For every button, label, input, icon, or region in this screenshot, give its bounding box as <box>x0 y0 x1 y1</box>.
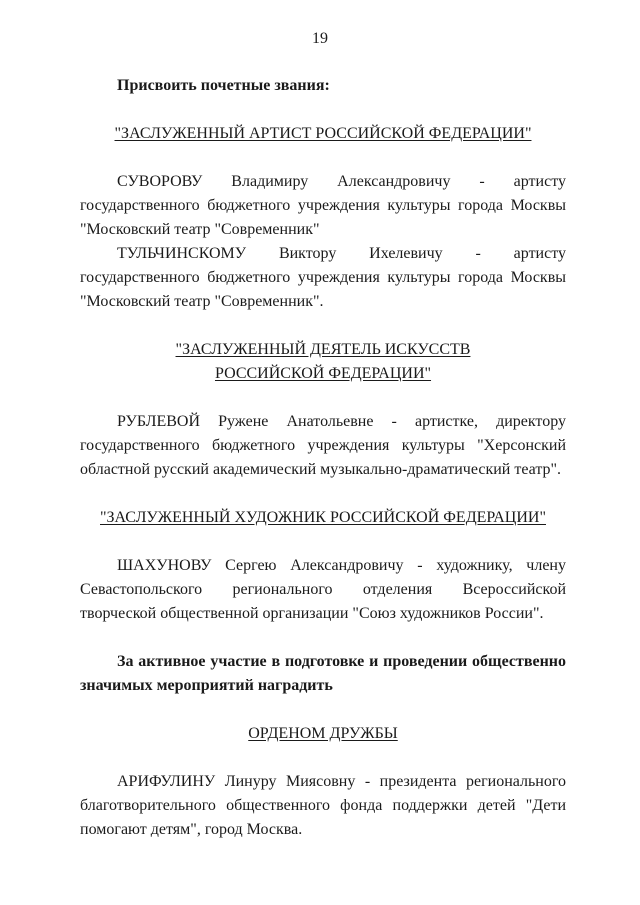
heading-honored-artist: "ЗАСЛУЖЕННЫЙ АРТИСТ РОССИЙСКОЙ ФЕДЕРАЦИИ" <box>114 125 532 142</box>
entry-tulchinsky: ТУЛЬЧИНСКОМУ Виктору Ихелевичу - артисту государственного бюджетного учреждения культуры города Москвы "Московский театр "Современник". <box>80 245 566 310</box>
heading-order-of-friendship: ОРДЕНОМ ДРУЖБЫ <box>248 725 398 742</box>
heading-honored-arts-worker-line2: РОССИЙСКОЙ ФЕДЕРАЦИИ" <box>214 365 432 382</box>
entry-arifulina: АРИФУЛИНУ Линуру Миясовну - президента регионального благотворительного общественного фонда поддержки детей "Дети помогают детям", город Москва. <box>80 773 566 838</box>
document-body <box>80 74 566 842</box>
intro-text: Присвоить почетные звания: <box>117 77 330 94</box>
entry-shakhunov: ШАХУНОВУ Сергею Александровичу - художнику, члену Севастопольского регионального отделения Всероссийской творческой общественной организации "Союз художников России". <box>80 557 566 622</box>
award-intro-text: За активное участие в подготовке и проведении общественно значимых мероприятий наградить <box>80 653 566 694</box>
page-number: 19 <box>312 30 328 47</box>
heading-honored-arts-worker-line1: "ЗАСЛУЖЕННЫЙ ДЕЯТЕЛЬ ИСКУССТВ <box>175 341 471 358</box>
heading-honored-painter: "ЗАСЛУЖЕННЫЙ ХУДОЖНИК РОССИЙСКОЙ ФЕДЕРАЦИИ" <box>100 509 546 526</box>
entry-rubleva: РУБЛЕВОЙ Ружене Анатольевне - артистке, директору государственного бюджетного учреждения культуры "Херсонский областной русский академический музыкально-драматический театр". <box>80 413 566 478</box>
entry-suvorov: СУВОРОВУ Владимиру Александровичу - артисту государственного бюджетного учреждения культуры города Москвы "Московский театр "Современник" <box>80 173 566 238</box>
